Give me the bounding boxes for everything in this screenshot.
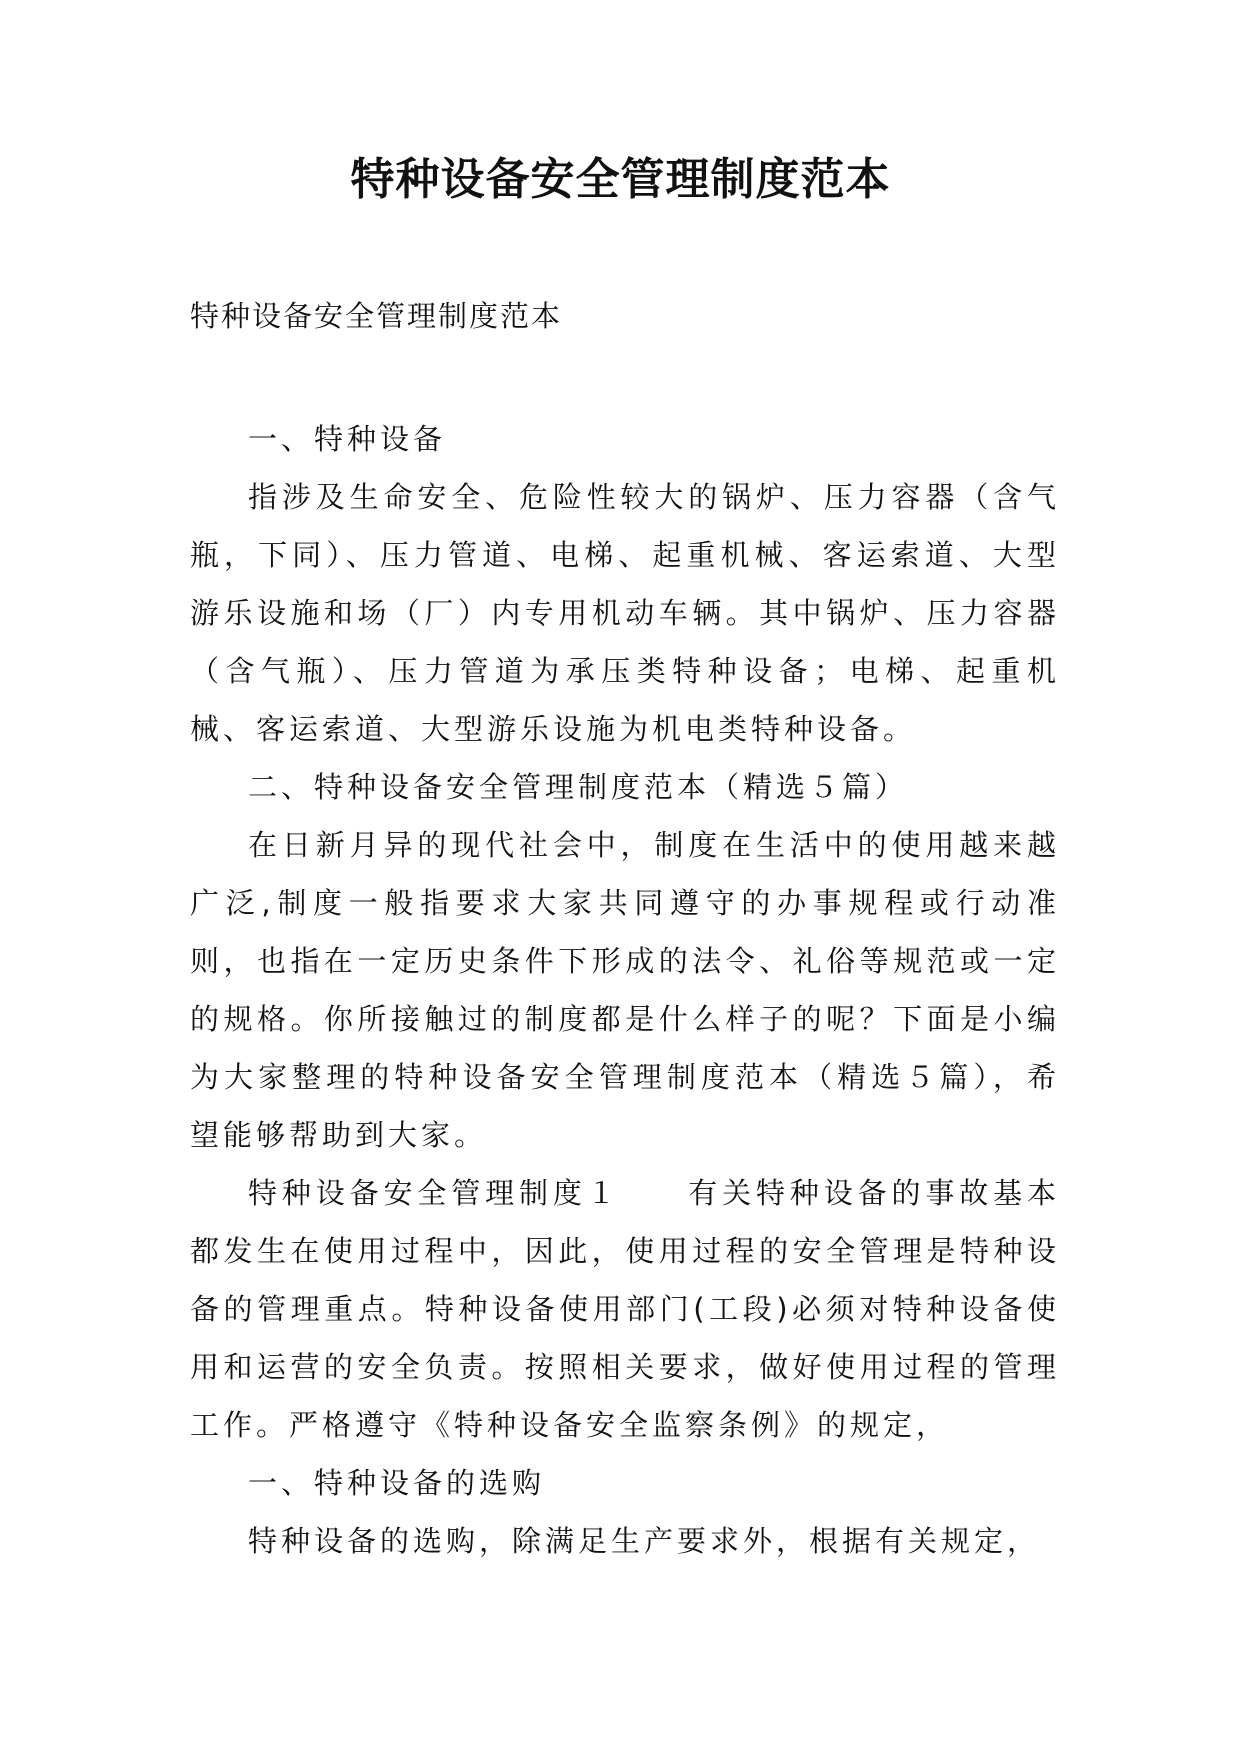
section-heading-1: 一、特种设备 — [248, 422, 447, 456]
document-body — [190, 410, 1060, 1570]
paragraph-intro: 在日新月异的现代社会中，制度在生活中的使用越来越广泛,制度一般指要求大家共同遵守的办事规程或行动准则，也指在一定历史条件下形成的法令、礼俗等规范或一定的规格。你所接触过的制度都是什么样子的呢？下面是小编为大家整理的特种设备安全管理制度范本（精选５篇），希望能够帮助到大家。 — [190, 828, 1060, 1152]
document-subtitle: 特种设备安全管理制度范本 — [190, 299, 563, 333]
section-heading-2: 二、特种设备安全管理制度范本（精选５篇） — [248, 770, 909, 804]
section-heading-purchase: 一、特种设备的选购 — [248, 1466, 546, 1500]
paragraph-definition: 指涉及生命安全、危险性较大的锅炉、压力容器（含气瓶，下同）、压力管道、电梯、起重机械、客运索道、大型游乐设施和场（厂）内专用机动车辆。其中锅炉、压力容器（含气瓶）、压力管道为承压类特种设备；电梯、起重机械、客运索道、大型游乐设施为机电类特种设备。 — [190, 480, 1060, 746]
paragraph-regulation-1: 特种设备安全管理制度１ 有关特种设备的事故基本都发生在使用过程中，因此，使用过程的安全管理是特种设备的管理重点。特种设备使用部门(工段)必须对特种设备使用和运营的安全负责。按照相关要求，做好使用过程的管理工作。严格遵守《特种设备安全监察条例》的规定， — [190, 1176, 1060, 1442]
document-title: 特种设备安全管理制度范本 — [350, 154, 891, 205]
paragraph-purchase: 特种设备的选购，除满足生产要求外，根据有关规定， — [248, 1524, 1041, 1558]
